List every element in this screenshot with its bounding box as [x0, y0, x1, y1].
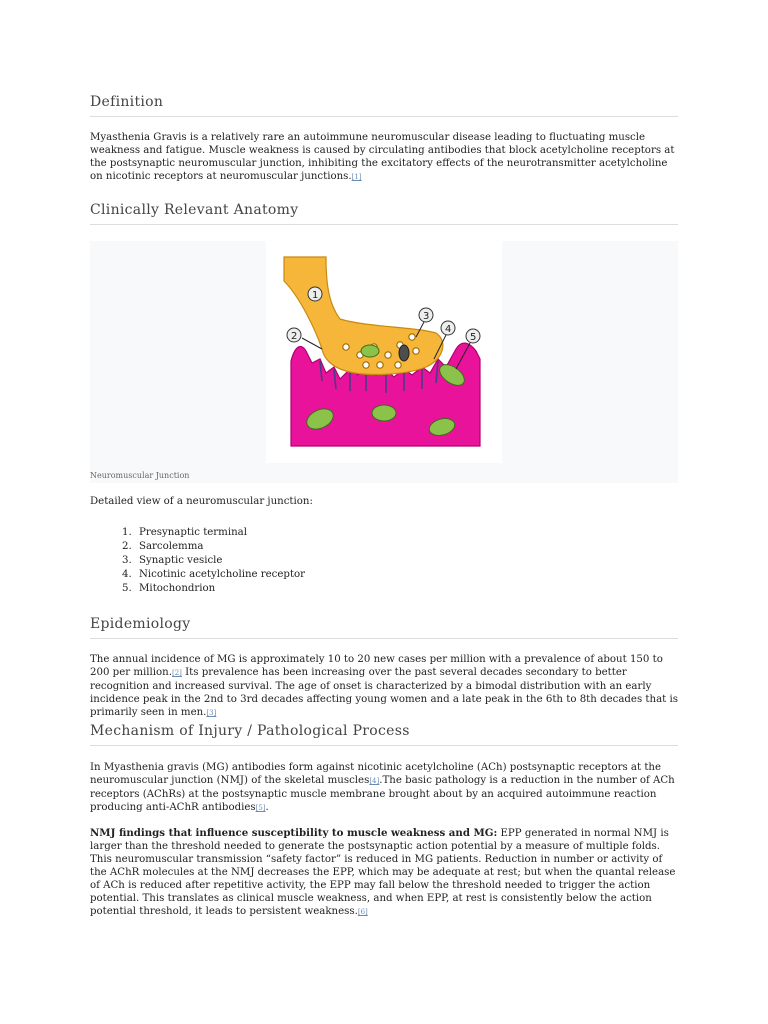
mechanism-text-2: EPP generated in normal NMJ is larger than the threshold needed to generate the postsynaptic action potential by a measure of multiple folds. This neuromuscular transmission “safety factor” is reduced in MG patients. Reduction in number or activity of the AChR molecules at the NMJ decreases the EPP, which may be adequate at rest; but when the quantal release of ACh is reduced after repetitive activity, the EPP may fall below the threshold needed to trigger the action potential. This translates as clinical muscle weakness, and when EPP, at rest is consistently below the action potential threshold, it leads to persistent weakness. [90, 828, 676, 917]
reference-link[interactable]: [4] [369, 777, 380, 785]
figure-caption: Neuromuscular Junction [90, 471, 190, 480]
section-anatomy [90, 202, 678, 225]
epidemiology-text-2: Its prevalence has been increasing over the past several decades secondary to better recognition and increased survival. The age of onset is characterized by a bimodal distribution with an early incidence peak in the 2nd to 3rd decades affecting young women and a late peak in the 6th to 8th decades that is primarily seen in men. [90, 667, 678, 718]
epidemiology-paragraph [90, 653, 678, 720]
list-item: 1. Presynaptic terminal [135, 526, 678, 540]
reference-link[interactable]: [3] [206, 709, 217, 717]
list-item: 5. Mitochondrion [135, 582, 678, 596]
reference-link[interactable]: [2] [171, 669, 182, 677]
anatomy-list [90, 526, 678, 596]
section-definition [90, 94, 678, 117]
definition-paragraph [90, 131, 678, 184]
reference-link[interactable]: [1] [351, 173, 362, 181]
section-heading-anatomy: Clinically Relevant Anatomy [90, 202, 678, 225]
mechanism-text-1a: In Myasthenia gravis (MG) antibodies form against nicotinic acetylcholine (ACh) postsynaptic receptors at the neuromuscular junction (NMJ) of the skeletal muscles [90, 762, 662, 786]
label-5: 5 [470, 332, 477, 343]
mechanism-text-1b: .The basic pathology is a reduction in the number of ACh receptors (AChRs) at the postsynaptic muscle membrane brought about by an acquired autoimmune reaction producing anti-AChR antibodies [90, 775, 675, 813]
reference-link[interactable]: [5] [255, 804, 266, 812]
mechanism-paragraph-2 [90, 827, 678, 919]
mechanism-text-1c: . [265, 802, 269, 813]
epidemiology-text-1: The annual incidence of MG is approximately 10 to 20 new cases per million with a prevalence of about 150 to 200 per million. [90, 654, 663, 678]
list-item: 2. Sarcolemma [135, 540, 678, 554]
section-epidemiology [90, 616, 678, 639]
anatomy-intro-text: Detailed view of a neuromuscular junction: [90, 496, 313, 507]
list-item: 3. Synaptic vesicle [135, 554, 678, 568]
section-mechanism [90, 723, 678, 746]
neuromuscular-junction-diagram[interactable] [266, 241, 502, 463]
reference-link[interactable]: [6] [357, 908, 368, 916]
mechanism-paragraph-1 [90, 761, 678, 815]
anatomy-intro [90, 495, 678, 508]
figure-neuromuscular-junction [90, 241, 678, 483]
section-heading-definition: Definition [90, 94, 678, 117]
nmj-illustration [266, 241, 502, 463]
label-1: 1 [312, 290, 319, 301]
section-heading-mechanism: Mechanism of Injury / Pathological Process [90, 723, 678, 746]
label-3: 3 [423, 311, 430, 322]
list-item: 4. Nicotinic acetylcholine receptor [135, 568, 678, 582]
label-4: 4 [445, 324, 452, 335]
definition-text: Myasthenia Gravis is a relatively rare an autoimmune neuromuscular disease leading to fluctuating muscle weakness and fatigue. Muscle weakness is caused by circulating antibodies that block acetylcholine receptors at the postsynaptic neuromuscular junction, inhibiting the excitatory effects of the neurotransmitter acetylcholine on nicotinic receptors at neuromuscular junctions. [90, 132, 675, 182]
nmj-findings-heading: NMJ findings that influence susceptibility to muscle weakness and MG: [90, 827, 498, 839]
label-2: 2 [291, 331, 298, 342]
section-heading-epidemiology: Epidemiology [90, 616, 678, 639]
